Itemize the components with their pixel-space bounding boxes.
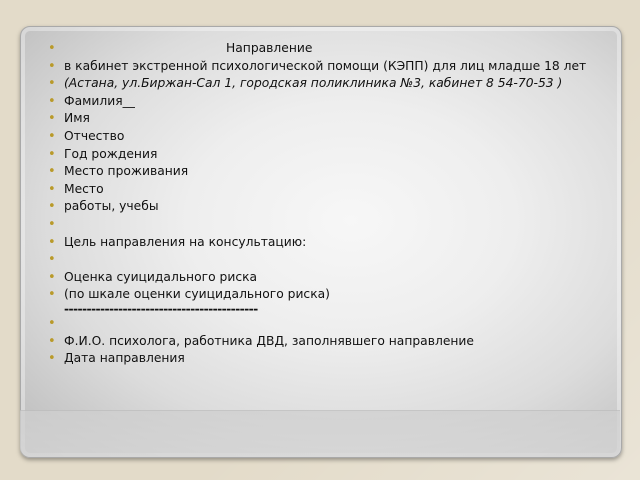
date-field: • Дата направления <box>48 350 604 368</box>
work-field-line2: • работы, учебы <box>48 198 604 216</box>
patronymic-field: • Отчество <box>48 128 604 146</box>
blank-line-2 <box>48 251 604 269</box>
psychologist-field: • Ф.И.О. психолога, работника ДВД, заполнявшего направление <box>48 333 604 351</box>
suicide-risk-field: • Оценка суицидального риска <box>48 269 604 287</box>
birth-year-field: • Год рождения <box>48 146 604 164</box>
residence-field: • Место проживания <box>48 163 604 181</box>
purpose-field: • Цель направления на консультацию: <box>48 234 604 252</box>
blank-line-1 <box>48 216 604 234</box>
risk-scale-dashes: ------------------------------------------- <box>64 301 258 316</box>
surname-field: • Фамилия__ <box>48 93 604 111</box>
name-field: • Имя <box>48 110 604 128</box>
risk-scale-line <box>48 286 604 315</box>
referral-form <box>48 40 604 368</box>
blank-line-3 <box>48 315 604 333</box>
risk-scale-text: (по шкале оценки суицидального риска) <box>64 287 330 302</box>
form-title: • Направление <box>48 40 604 58</box>
work-field-line1: • Место <box>48 181 604 199</box>
address-line: • (Астана, ул.Биржан-Сал 1, городская поликлиника №3, кабинет 8 54-70-53 ) <box>48 75 604 93</box>
destination-line: • в кабинет экстренной психологической помощи (КЭПП) для лиц младше 18 лет <box>48 58 604 76</box>
slide-footer-band <box>20 410 620 457</box>
